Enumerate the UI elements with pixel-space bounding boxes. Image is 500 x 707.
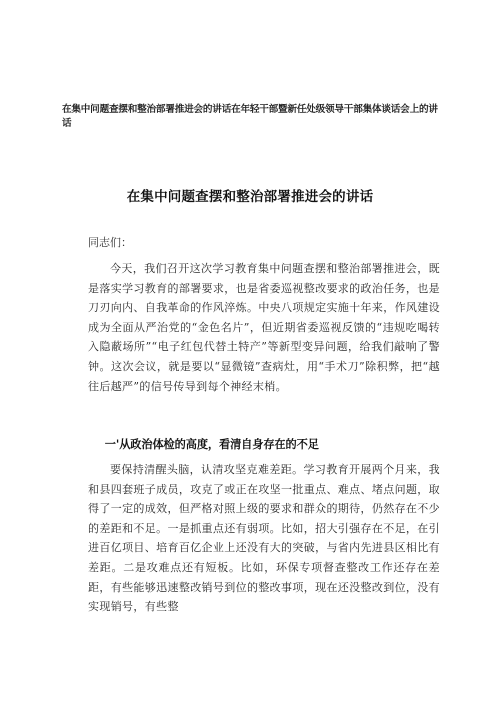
paragraph-intro: 今天，我们召开这次学习教育集中问题查摆和整治部署推进会，既是落实学习教育的部署要求，也是省委巡视整改要求的政治任务，也是刀刃向内、自我革命的作风淬炼。中央八项规定实施十年来，作风建设成为全面从严治党的“金色名片”，但近期省委巡视反馈的“违规吃喝转入隐蔽场所”“电子红包代替土特产”等新型变异问题，给我们敲响了警钟。这次会议，就是要以“显微镜”查病灶，用“手术刀”除积弊，把“越往后越严”的信号传导到每个神经末梢。 [88, 262, 440, 393]
document-title: 在集中问题查摆和整治部署推进会的讲话 [126, 189, 374, 205]
header-title: 在集中问题查摆和整治部署推进会的讲话在年轻干部暨新任处级领导干部集体谈话会上的讲话 [62, 104, 438, 129]
section-heading-1: 一'从政治体检的高度，看清自身存在的不足 [104, 438, 319, 451]
paragraph-section-1: 要保持清醒头脑，认清攻坚克难差距。学习教育开展两个月来，我和县四套班子成员，攻克了或正在攻坚一批重点、难点、堵点问题，取得了一定的成效，但严格对照上级的要求和群众的期待，仍然存在不少的差距和不足。一是抓重点还有弱项。比如，招大引强存在不足，在引进百亿项目、培育百亿企业上还没有大的突破，与省内先进县区相比有差距。二是攻难点还有短板。比如，环保专项督查整改工作还存在差距，有些能够迅速整改销号到位的整改事项，现在还没整改到位，没有实现销号，有些整 [88, 463, 440, 614]
salutation: 同志们： [88, 236, 132, 249]
